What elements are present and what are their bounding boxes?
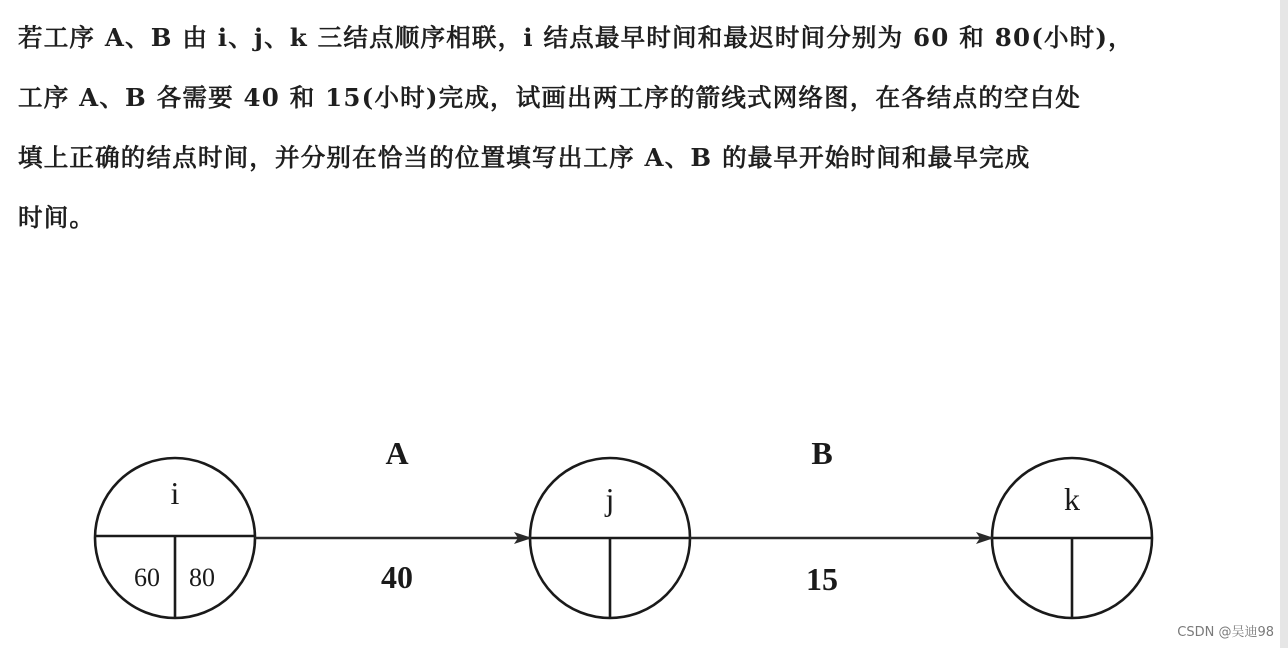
question-line-2: 工序 A、B 各需要 40 和 15(小时)完成，试画出两工序的箭线式网络图，在各结点的空白处	[18, 83, 1082, 112]
activity-b-label: B	[811, 435, 833, 471]
node-k	[992, 458, 1152, 618]
node-j	[530, 458, 690, 618]
activity-a-label: A	[385, 435, 409, 471]
question-text	[18, 8, 1268, 248]
question-line-3: 填上正确的结点时间，并分别在恰当的位置填写出工序 A、B 的最早开始时间和最早完成	[18, 143, 1031, 172]
node-k-label: k	[1064, 481, 1080, 517]
node-i-earliest: 60	[134, 563, 160, 592]
activity-a-duration: 40	[381, 559, 413, 595]
question-line-4: 时间。	[18, 203, 96, 232]
node-i-label: i	[170, 475, 180, 511]
node-j-label: j	[605, 481, 615, 517]
question-line-1: 若工序 A、B 由 i、j、k 三结点顺序相联，i 结点最早时间和最迟时间分别为 60 和 80(小时)，	[18, 23, 1134, 52]
node-i-latest: 80	[189, 563, 215, 592]
network-diagram	[0, 400, 1288, 640]
node-i	[95, 458, 255, 618]
activity-b-duration: 15	[806, 561, 838, 597]
watermark: CSDN @吴迪98	[1177, 625, 1274, 640]
activity-b	[690, 435, 992, 597]
activity-a	[255, 435, 530, 595]
